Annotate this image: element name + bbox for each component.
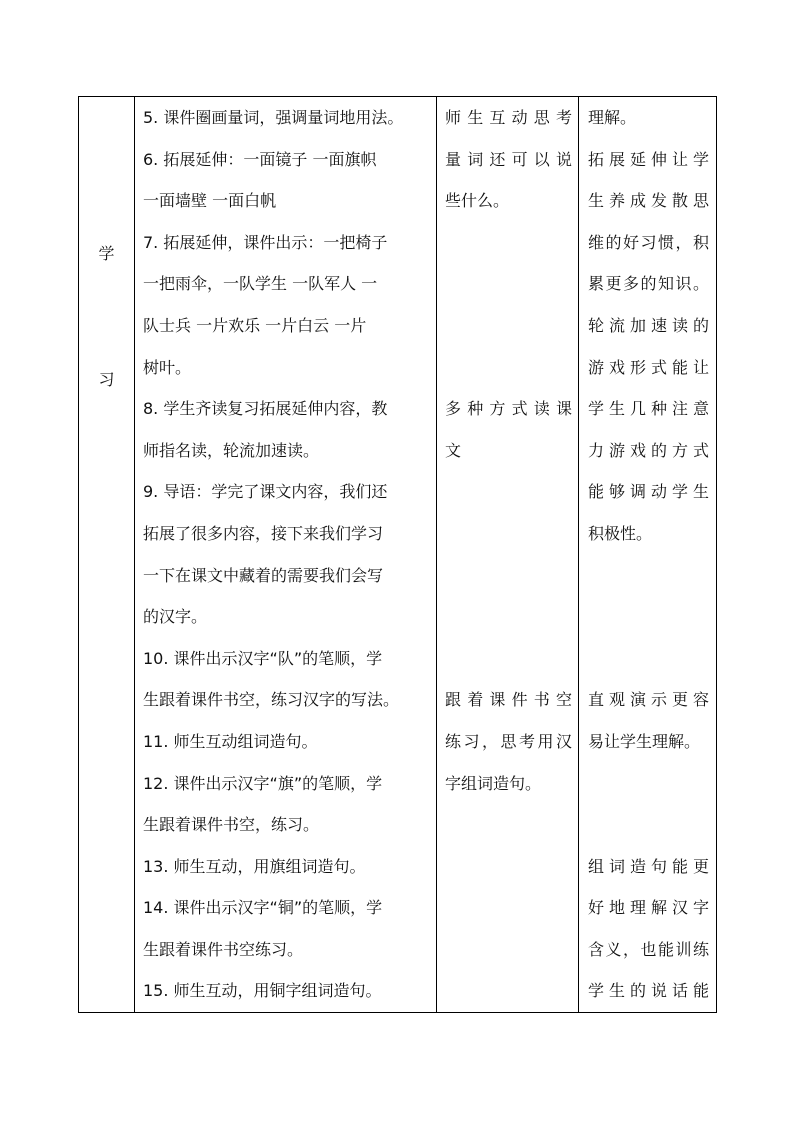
activity-line: 量词还可以说 xyxy=(445,149,572,169)
procedure-line: 师指名读，轮流加速读。 xyxy=(143,440,320,460)
procedure-line: 8. 学生齐读复习拓展延伸内容，教 xyxy=(143,399,388,419)
stage-label-char: 学 xyxy=(98,244,115,263)
intent-line: 拓展延伸让学 xyxy=(588,149,709,169)
intent-line: 游戏形式能让 xyxy=(588,357,709,377)
activity-line: 练习，思考用汉 xyxy=(445,731,572,751)
procedure-line: 13. 师生互动，用旗组词造句。 xyxy=(143,856,366,876)
intent-line: 累更多的知识。 xyxy=(588,274,709,294)
activity-line: 字组词造句。 xyxy=(445,773,542,793)
intent-line: 理解。 xyxy=(588,108,637,127)
stage-cell xyxy=(79,97,135,1013)
intent-line: 能够调动学生 xyxy=(588,482,709,502)
activity-line: 跟着课件书空 xyxy=(445,690,572,710)
stage-label-char: 习 xyxy=(98,370,115,389)
procedure-line: 队士兵 一片欢乐 一片白云 一片 xyxy=(143,315,367,335)
design-intent-cell xyxy=(579,97,717,1013)
procedure-line: 7. 拓展延伸，课件出示：一把椅子 xyxy=(143,232,388,252)
procedure-line: 一下在课文中藏着的需要我们会写 xyxy=(143,565,384,585)
procedure-line: 一把雨伞，一队学生 一队军人 一 xyxy=(143,274,378,294)
intent-line: 生养成发散思 xyxy=(588,191,709,211)
intent-line: 积极性。 xyxy=(588,523,653,543)
procedure-line: 9. 导语：学完了课文内容，我们还 xyxy=(143,482,388,502)
procedure-line: 的汉字。 xyxy=(143,607,208,627)
intent-line: 维的好习惯，积 xyxy=(588,232,709,252)
procedure-line: 拓展了很多内容，接下来我们学习 xyxy=(143,523,384,543)
procedure-line: 树叶。 xyxy=(143,357,192,377)
procedure-line: 15. 师生互动，用铜字组词造句。 xyxy=(143,981,382,1001)
intent-line: 学生几种注意 xyxy=(588,399,709,419)
procedure-line: 生跟着课件书空，练习汉字的写法。 xyxy=(143,690,400,710)
intent-line: 组词造句能更 xyxy=(588,856,709,876)
procedure-line: 14. 课件出示汉字“铜”的笔顺，学 xyxy=(143,898,383,918)
intent-line: 易让学生理解。 xyxy=(588,731,701,751)
activity-line: 师生互动思考 xyxy=(445,108,572,127)
procedure-line: 5. 课件圈画量词，强调量词地用法。 xyxy=(143,108,404,127)
lesson-plan-table xyxy=(78,96,717,1013)
procedure-line: 生跟着课件书空，练习。 xyxy=(143,815,320,835)
procedure-line: 11. 师生互动组词造句。 xyxy=(143,731,318,751)
intent-line: 力游戏的方式 xyxy=(588,440,709,460)
table-row xyxy=(79,97,717,1013)
activity-line: 多种方式读课 xyxy=(445,399,572,419)
activity-line: 些什么。 xyxy=(445,191,510,211)
intent-line: 学生的说话能 xyxy=(588,981,709,1001)
intent-line: 好地理解汉字 xyxy=(588,898,709,918)
intent-line: 直观演示更容 xyxy=(588,690,709,710)
procedure-line: 6. 拓展延伸：一面镜子 一面旗帜 xyxy=(143,149,377,169)
student-activity-cell xyxy=(437,97,579,1013)
procedure-line: 一面墙壁 一面白帆 xyxy=(143,191,277,211)
intent-line: 轮流加速读的 xyxy=(588,315,709,335)
procedure-line: 12. 课件出示汉字“旗”的笔顺，学 xyxy=(143,773,383,793)
teaching-procedure-cell xyxy=(135,97,437,1013)
procedure-line: 10. 课件出示汉字“队”的笔顺，学 xyxy=(143,648,383,668)
activity-line: 文 xyxy=(445,440,462,460)
procedure-line: 生跟着课件书空练习。 xyxy=(143,939,304,959)
intent-line: 含义，也能训练 xyxy=(588,939,709,959)
